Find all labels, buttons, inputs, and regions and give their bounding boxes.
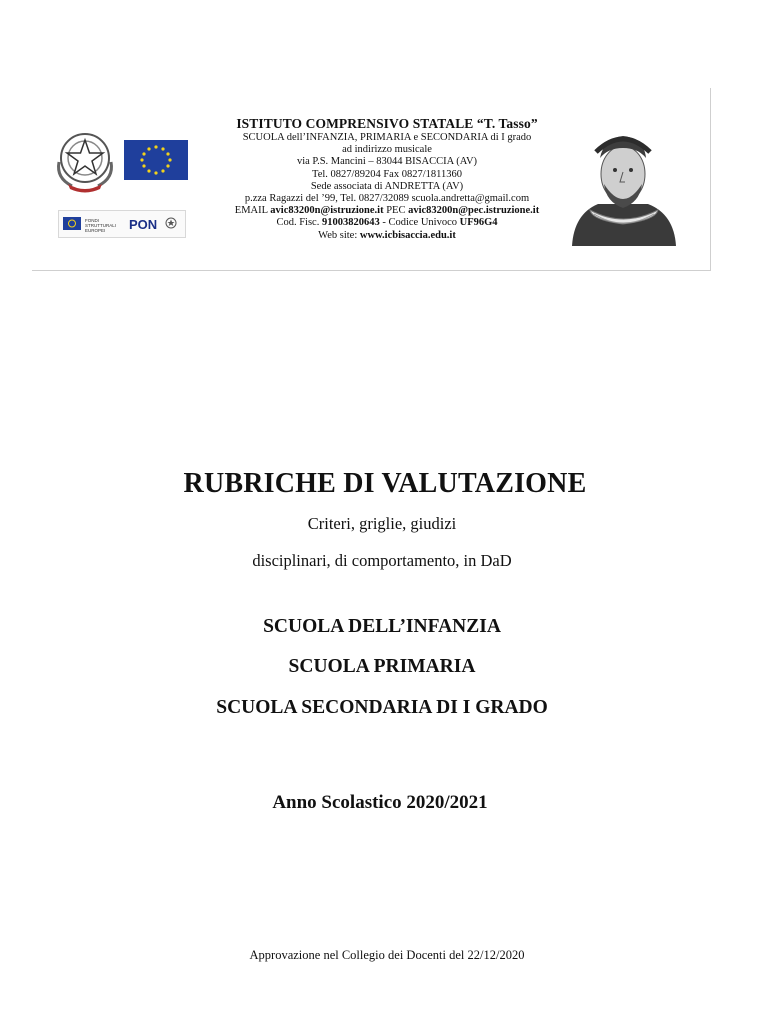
approval-note: Approvazione nel Collegio dei Docenti del 22/12/2020 <box>249 948 525 962</box>
email-label: EMAIL <box>234 205 268 217</box>
letterhead-text <box>192 116 582 242</box>
email-line <box>192 205 582 217</box>
fiscal-code: 91003820643 <box>321 217 380 229</box>
school-year: Anno Scolastico 2020/2021 <box>272 792 488 813</box>
codes-line <box>192 217 582 229</box>
website-label: Web site: <box>318 229 358 241</box>
phone-fax: Tel. 0827/89204 Fax 0827/1811360 <box>312 168 462 180</box>
website-line <box>192 230 582 242</box>
unique-code: UF96G4 <box>459 217 498 229</box>
unique-label: - Codice Univoco <box>382 217 457 229</box>
school-secondaria: SCUOLA SECONDARIA DI I GRADO <box>216 697 548 718</box>
branch-address: p.zza Ragazzi del ’99, Tel. 0827/32089 scuola.andretta@gmail.com <box>244 193 530 205</box>
pon-logo-strip <box>58 210 186 238</box>
letterhead <box>32 88 711 271</box>
svg-text:STRUTTURALI: STRUTTURALI <box>85 223 117 228</box>
document-title: RUBRICHE DI VALUTAZIONE <box>183 468 587 499</box>
institute-name: ISTITUTO COMPRENSIVO STATALE “T. Tasso” <box>236 116 538 131</box>
tasso-portrait-image <box>564 118 682 246</box>
fiscal-label: Cod. Fisc. <box>276 217 320 229</box>
school-infanzia: SCUOLA DELL’INFANZIA <box>263 616 501 637</box>
italian-republic-emblem-icon <box>50 128 120 194</box>
pec-label: PEC <box>386 205 406 217</box>
school-primaria: SCUOLA PRIMARIA <box>288 656 476 677</box>
pec-address[interactable]: avic83200n@pec.istruzione.it <box>408 205 540 217</box>
svg-text:FONDI: FONDI <box>85 218 99 223</box>
eu-flag-icon <box>124 140 188 180</box>
branch: Sede associata di ANDRETTA (AV) <box>310 180 464 192</box>
music-track: ad indirizzo musicale <box>342 144 432 156</box>
subtitle-criteria: Criteri, griglie, giudizi <box>307 514 457 533</box>
school-levels: SCUOLA dell’INFANZIA, PRIMARIA e SECONDARIA di I grado <box>242 132 532 143</box>
address: via P.S. Mancini – 83044 BISACCIA (AV) <box>296 156 478 168</box>
website-link[interactable]: www.icbisaccia.edu.it <box>359 229 456 241</box>
email-address[interactable]: avic83200n@istruzione.it <box>270 205 384 217</box>
svg-text:PON: PON <box>129 217 158 232</box>
subtitle-disciplines: disciplinari, di comportamento, in DaD <box>252 551 512 570</box>
svg-text:EUROPEI: EUROPEI <box>85 228 106 233</box>
